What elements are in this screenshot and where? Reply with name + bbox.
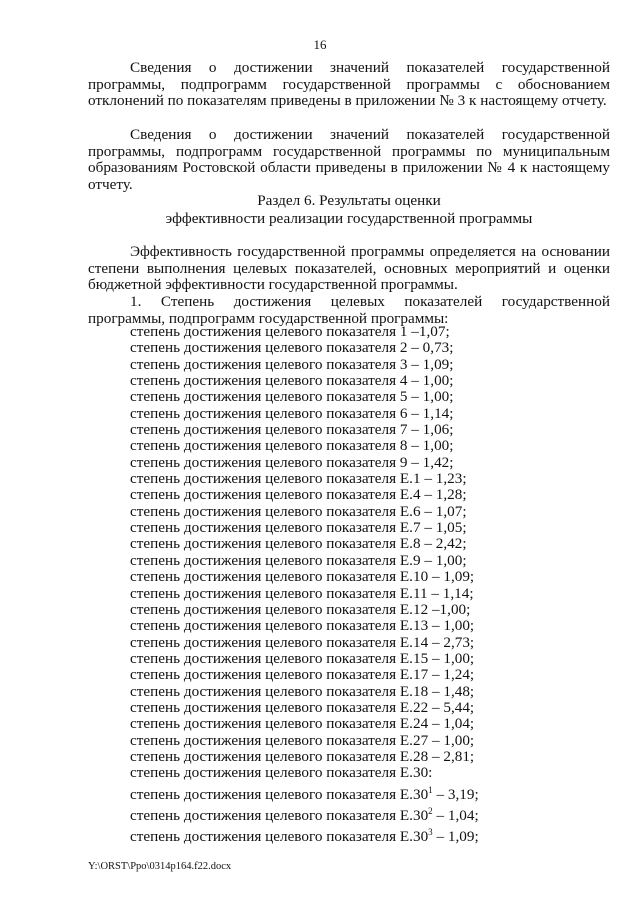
indicator-list-item: степень достижения целевого показателя $Е.30^2 - 1,04$; [130, 806, 479, 825]
paragraph-effectiveness: Эффективность государственной программы определяется на основании степени выполнения целевых показателей, основных мероприятий и оценки бюджетной эффективности государственной программы. [88, 243, 610, 294]
indicator-list-item: степень достижения целевого показателя Е.8 – 2,42; [130, 535, 467, 553]
indicator-list-item: степень достижения целевого показателя 7 – 1,06; [130, 421, 454, 439]
indicator-list-item: степень достижения целевого показателя Е.22 – 5,44; [130, 698, 475, 716]
indicator-list-item: степень достижения целевого показателя $Е.30^3 - 1,09$; [130, 827, 479, 846]
indicator-list-item: степень достижения целевого показателя Е.27 – 1,00; [130, 731, 475, 749]
indicator-list [130, 324, 479, 846]
paragraph-degree-heading: 1. Степень достижения целевых показателей государственной программы, подпрограмм государственной программы: [88, 293, 610, 327]
indicator-list-item: степень достижения целевого показателя Е.10 – 1,09; [130, 568, 475, 586]
indicator-list-item: степень достижения целевого показателя Е.28 – 2,81; [130, 747, 475, 765]
indicator-list-item: степень достижения целевого показателя Е.14 – 2,73; [130, 633, 475, 651]
indicator-list-item: степень достижения целевого показателя Е.17 – 1,24; [130, 666, 475, 684]
indicator-list-item: степень достижения целевого показателя Е.12 –1,00; [130, 600, 471, 618]
page-number: 16 [313, 37, 327, 52]
indicator-list-item: степень достижения целевого показателя 3 – 1,09; [130, 355, 454, 373]
indicator-list-item: степень достижения целевого показателя Е.9 – 1,00; [130, 551, 467, 569]
section-heading-line2: эффективности реализации государственной программы [165, 210, 533, 227]
indicator-list-item: степень достижения целевого показателя 8 – 1,00; [130, 437, 454, 455]
indicator-list-item: степень достижения целевого показателя 1 –1,07; [130, 323, 450, 340]
indicator-list-item: степень достижения целевого показателя Е.18 – 1,48; [130, 682, 475, 700]
indicator-list-item: степень достижения целевого показателя Е.11 – 1,14; [130, 584, 474, 602]
indicator-list-item: степень достижения целевого показателя 4 – 1,00; [130, 372, 454, 390]
indicator-list-item: степень достижения целевого показателя 6 – 1,14; [130, 404, 454, 422]
indicator-list-item: степень достижения целевого показателя Е.24 – 1,04; [130, 715, 475, 733]
section-heading-line1: Раздел 6. Результаты оценки [257, 192, 441, 209]
footer-file-path: Y:\ORST\Ppo\0314p164.f22.docx [88, 861, 232, 872]
indicator-list-item: степень достижения целевого показателя 2 – 0,73; [130, 339, 454, 357]
indicator-list-item: степень достижения целевого показателя Е.1 – 1,23; [130, 470, 467, 488]
indicator-list-item: степень достижения целевого показателя 9 – 1,42; [130, 453, 454, 471]
paragraph-appendix-3: Сведения о достижении значений показателей государственной программы, подпрограмм государственной программы с обоснованием отклонений по показателям приведены в приложении № 3 к настоящему отчету. [88, 59, 610, 110]
indicator-list-item: степень достижения целевого показателя Е.6 – 1,07; [130, 502, 467, 520]
indicator-list-item: степень достижения целевого показателя Е.13 – 1,00; [130, 617, 475, 635]
indicator-list-item: степень достижения целевого показателя 5 – 1,00; [130, 388, 454, 406]
indicator-list-item: степень достижения целевого показателя Е.7 – 1,05; [130, 519, 467, 537]
indicator-list-item: степень достижения целевого показателя $Е.30^1 - 3,19$; [130, 784, 479, 803]
paragraph-appendix-4: Сведения о достижении значений показателей государственной программы, подпрограмм государственной программы по муниципальным образованиям Ростовской области приведены в приложении № 4 к настоящему отчету. [88, 126, 610, 193]
indicator-list-item: степень достижения целевого показателя Е.4 – 1,28; [130, 486, 467, 504]
indicator-list-item: степень достижения целевого показателя Е.30: [130, 764, 433, 782]
indicator-list-item: степень достижения целевого показателя Е.15 – 1,00; [130, 649, 475, 667]
